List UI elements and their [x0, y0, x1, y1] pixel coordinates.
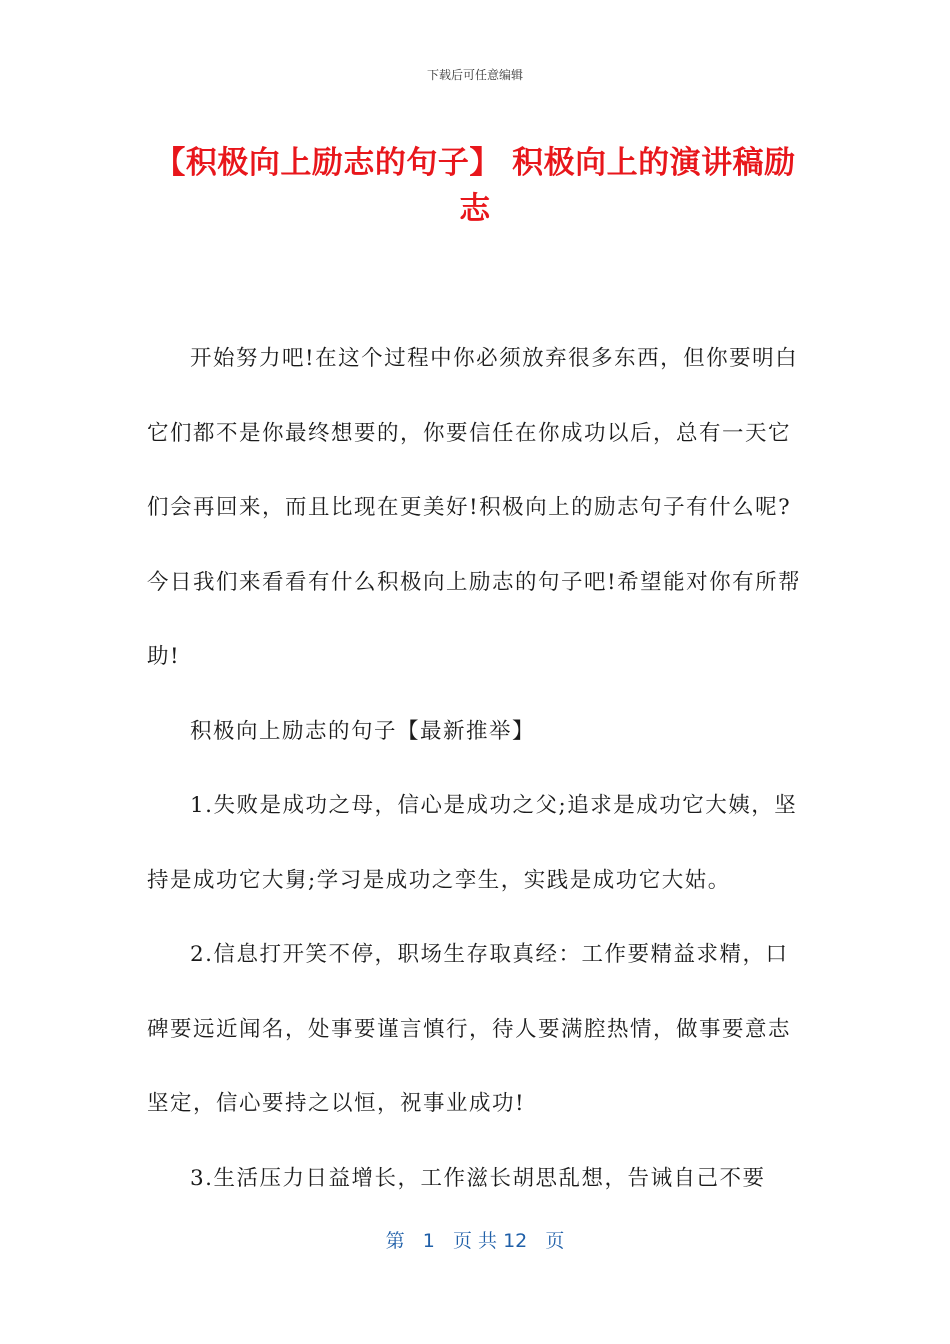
footer-page-number: 1: [422, 1230, 435, 1252]
paragraph-intro: 开始努力吧!在这个过程中你必须放弃很多东西，但你要明白它们都不是你最终想要的，你要信任在你成功以后，总有一天它们会再回来，而且比现在更美好!积极向上的励志句子有什么呢?今日我们来看看有什么积极向上励志的句子吧!希望能对你有所帮助!: [147, 346, 802, 669]
footer-page-prefix: 第: [385, 1230, 405, 1252]
document-body: [147, 322, 807, 1216]
footer-page-middle: 页 共: [452, 1230, 498, 1252]
footer-page-suffix: 页: [545, 1230, 565, 1252]
paragraph-section-heading: 积极向上励志的句子【最新推举】: [190, 718, 536, 744]
header-note: 下载后可任意编辑: [426, 68, 523, 82]
footer-page-total: 12: [503, 1230, 528, 1252]
paragraph-item-3: 3.生活压力日益增长，工作滋长胡思乱想，告诫自己不要: [190, 1165, 766, 1191]
document-title: 【积极向上励志的句子】 积极向上的演讲稿励志: [154, 145, 796, 227]
page-footer: [0, 1226, 950, 1253]
paragraph-item-1: 1.失败是成功之母，信心是成功之父;追求是成功它大姨，坚持是成功它大舅;学习是成功之孪生，实践是成功它大姑。: [147, 793, 798, 893]
paragraph-item-2: 2.信息打开笑不停，职场生存取真经：工作要精益求精，口碑要远近闻名，处事要谨言慎行，待人要满腔热情，做事要意志坚定，信心要持之以恒，祝事业成功!: [147, 942, 792, 1116]
